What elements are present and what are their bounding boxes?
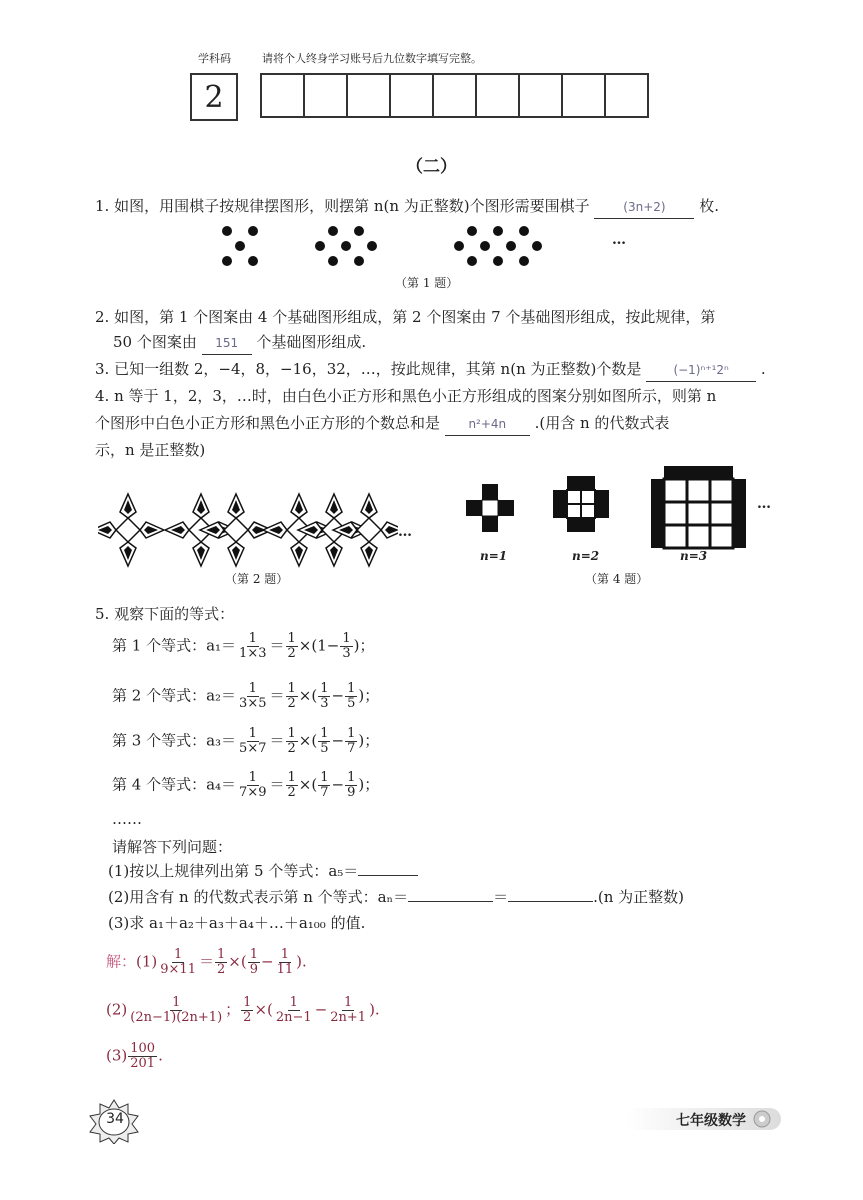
digit-box[interactable] (303, 73, 348, 118)
digit-box[interactable] (604, 73, 649, 118)
eq1-prefix: 第 1 个等式：a₁＝ (112, 636, 237, 655)
q1-answer-blank: (3n+2) (594, 196, 694, 219)
q4-text-mid: .(用含 n 的代数式表 (534, 414, 670, 432)
question-5-ask: 请解答下列问题： (112, 838, 233, 856)
part2-blank-2 (508, 901, 593, 902)
question-4-line-3: 示，n 是正整数) (95, 441, 206, 459)
account-digit-boxes[interactable] (262, 73, 649, 118)
eq4-prefix: 第 4 个等式：a₄＝ (112, 775, 237, 794)
q4-text: 个图形中白色小正方形和黑色小正方形的个数总和是 (95, 414, 441, 432)
eq3-prefix: 第 3 个等式：a₃＝ (112, 731, 237, 750)
part1-blank (358, 875, 418, 876)
page-number: 34 (106, 1111, 124, 1127)
q3-text: 3. 已知一组数 2，−4，8，−16，32，…，按此规律，其第 n(n 为正整数)个数是 (95, 360, 642, 378)
question-4-line-1: 4. n 等于 1，2，3，…时，由白色小正方形和黑色小正方形组成的图案分别如图所示，则第 n (95, 387, 717, 405)
subject-code-box: 2 (190, 73, 238, 121)
question-1 (95, 195, 719, 219)
q1-figure (215, 222, 635, 270)
question-5-intro: 5. 观察下面的等式： (95, 605, 235, 623)
q2-figure (98, 492, 398, 568)
q3-answer-blank: (−1)ⁿ⁺¹2ⁿ (646, 359, 756, 382)
question-4-line-2 (95, 412, 669, 436)
digit-box[interactable] (432, 73, 477, 118)
q2-caption: （第 2 题） (225, 572, 289, 586)
equation-2: 第 2 个等式：a₂＝ $\frac{1}{3\times 5}$ ＝ $\frac{1}{2}$ ×( $\frac{1}{3}$ − $\frac{1}{5}$ )； (112, 681, 380, 711)
solution-2: (2) $\frac{1}{(2n-1)(2n+1)}$ ； $\frac{1}{2}$ ×( $\frac{1}{2n-1}$ − $\frac{1}{2n+1}$ ). (106, 995, 380, 1025)
solution-3: (3) $\frac{100}{201}$ . (106, 1041, 163, 1071)
q4-caption: （第 4 题） (585, 572, 649, 586)
digit-box[interactable] (518, 73, 563, 118)
q2-ellipsis: … (398, 524, 412, 540)
equation-dots: …… (112, 810, 142, 828)
q4-label-n1: n=1 (480, 549, 508, 563)
q2-answer-blank: 151 (202, 332, 252, 355)
q4-answer-blank: n²+4n (445, 413, 530, 436)
q3-text-end: . (760, 360, 766, 378)
equation-1: 第 1 个等式：a₁＝ $\frac{1}{1\times 3}$ ＝ $\frac{1}{2}$ ×(1− $\frac{1}{3}$ )； (112, 631, 375, 661)
digit-box[interactable] (260, 73, 305, 118)
equation-3: 第 3 个等式：a₃＝ $\frac{1}{5\times 7}$ ＝ $\frac{1}{2}$ ×( $\frac{1}{5}$ − $\frac{1}{7}$ )； (112, 726, 380, 756)
q2-text: 50 个图案由 (113, 333, 197, 351)
equation-4: 第 4 个等式：a₄＝ $\frac{1}{7\times 9}$ ＝ $\frac{1}{2}$ ×( $\frac{1}{7}$ − $\frac{1}{9}$ )； (112, 770, 380, 800)
question-2-line-1: 2. 如图，第 1 个图案由 4 个基础图形组成，第 2 个图案由 7 个基础图形组成，按此规律，第 (95, 308, 716, 326)
digit-box[interactable] (475, 73, 520, 118)
q1-ellipsis: … (612, 232, 626, 248)
account-instruction: 请将个人终身学习账号后九位数字填写完整。 (262, 52, 482, 65)
q1-text-end: 枚. (699, 197, 719, 215)
digit-box[interactable] (346, 73, 391, 118)
digit-box[interactable] (389, 73, 434, 118)
digit-box[interactable] (561, 73, 606, 118)
eq2-prefix: 第 2 个等式：a₂＝ (112, 686, 237, 705)
q4-figure (465, 466, 785, 556)
section-title: （二） (406, 157, 457, 177)
book-title: 七年级数学 (676, 1113, 746, 1129)
part2-blank-1 (408, 901, 493, 902)
flower-ornament-icon (750, 1108, 774, 1130)
q4-label-n3: n=3 (680, 549, 708, 563)
question-5-part-2: (2)用含有 n 的代数式表示第 n 个等式：aₙ＝ ＝ .(n 为正整数) (108, 888, 684, 906)
q1-text: 1. 如图，用围棋子按规律摆图形，则摆第 n(n 为正整数)个图形需要围棋子 (95, 197, 590, 215)
q2-text-end: 个基础图形组成. (256, 333, 367, 351)
subject-code-label: 学科码 (198, 52, 231, 65)
q4-ellipsis: … (757, 496, 771, 512)
question-3 (95, 358, 766, 382)
q4-label-n2: n=2 (572, 549, 600, 563)
solution-1: 解：(1) $\frac{1}{9\times 11}$ ＝ $\frac{1}{2}$ ×( $\frac{1}{9}$ − $\frac{1}{11}$ ). (106, 947, 307, 977)
question-5-part-1: (1)按以上规律列出第 5 个等式：a₅＝ (108, 860, 418, 882)
q1-caption: （第 1 题） (395, 276, 459, 290)
question-5-part-3: (3)求 a₁＋a₂＋a₃＋a₄＋…＋a₁₀₀ 的值. (108, 914, 366, 932)
question-2-line-2 (113, 331, 366, 355)
